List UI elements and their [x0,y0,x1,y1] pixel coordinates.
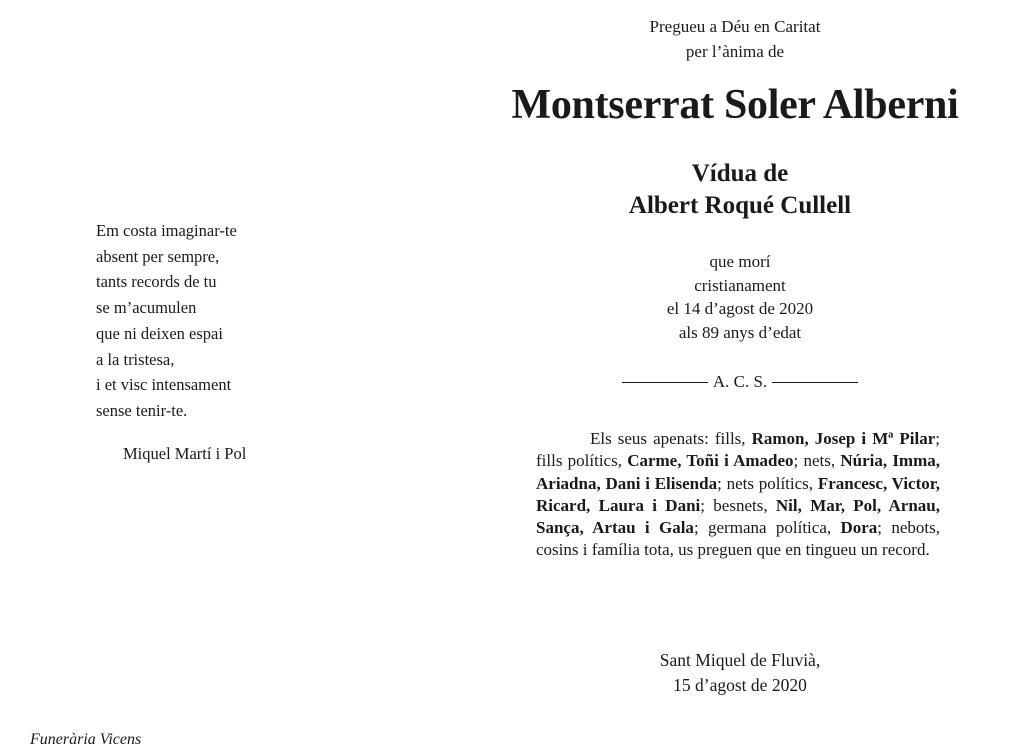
death-details [545,250,935,344]
poem-author: Miquel Martí i Pol [123,443,247,463]
death-line: cristianament [694,275,786,295]
poem-line: se m’acumulen [96,298,197,318]
prayer-intro [480,14,990,64]
place-name: Sant Miquel de Fluvià, [659,650,821,670]
prayer-intro-line: Pregueu a Déu en Caritat [649,17,821,36]
mourners-text: Els seus apenats: fills, [590,429,752,448]
deceased-name: Montserrat Soler Alberni [511,82,959,128]
mourner-names: Nil, Mar, Pol, Arnau, Sança, Artau i Gala [536,495,940,538]
divider-rule-left [622,382,708,383]
poem-line: que ni deixen espai [96,323,223,343]
spouse-name: Albert Roqué Cullell [628,192,852,219]
poem-line: absent per sempre, [96,246,220,266]
mourner-names: Carme, Toñi i Amadeo [627,451,794,471]
death-date: el 14 d’agost de 2020 [666,299,814,318]
mourners-paragraph [536,428,940,562]
mourners-text: ; germana política, [693,518,841,538]
mourner-names: Dora [840,518,878,538]
poem [96,218,356,466]
widow-of-label: Vídua de [691,160,789,187]
funeral-home-name: Funerària Vicens [30,731,142,748]
prayer-intro-line: per l’ànima de [685,42,785,61]
poem-line: tants records de tu [96,272,217,292]
poem-line: a la tristesa, [96,349,175,369]
mourners-text: ; nets, [793,451,841,471]
mourners-text: ; besnets, [700,495,776,515]
acs-text: A. C. S. [712,372,768,391]
acs-divider [545,370,935,394]
death-age: als 89 anys d’edat [678,322,802,342]
place-and-date [545,648,935,698]
death-line: que morí [709,252,771,271]
poem-line: i et visc intensament [96,375,232,395]
mourner-names: Ramon, Josep i Mª Pilar [751,429,936,448]
mourners-text: ; nets polítics, [717,473,818,493]
mourners-text: ; fills polítics, [536,429,940,471]
widow-of [545,158,935,222]
mourner-names: Núria, Imma, Ariadna, Dani i Elisenda [536,451,941,493]
mourners-text: ; nebots, cosins i família tota, us preguen que en tingueu un record. [536,518,941,560]
divider-rule-right [772,382,858,383]
poem-line: sense tenir-te. [96,400,188,420]
mourner-names: Francesc, Victor, Ricard, Laura i Dani [536,473,940,515]
notice-date: 15 d’agost de 2020 [673,675,807,695]
poem-line: Em costa imaginar-te [96,221,237,240]
